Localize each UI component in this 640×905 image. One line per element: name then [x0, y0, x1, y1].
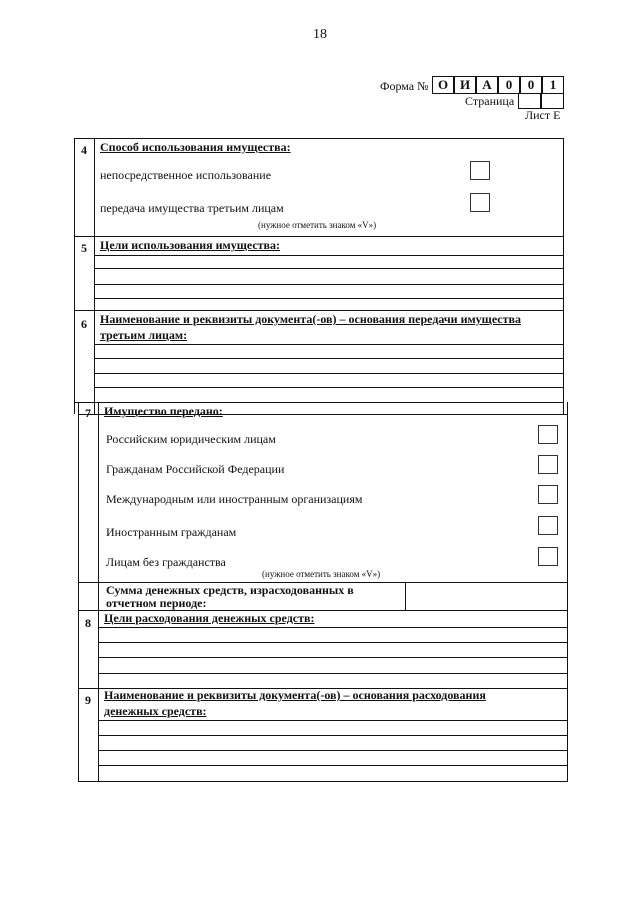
section-divider [74, 236, 564, 237]
option-label: Лицам без гражданства [106, 555, 226, 569]
table-border-bottom [78, 781, 568, 782]
option-checkbox[interactable] [470, 193, 490, 212]
number-column-divider [98, 402, 99, 782]
entry-line[interactable] [95, 344, 563, 345]
sum-value-field[interactable] [407, 584, 565, 608]
section-number: 9 [85, 693, 91, 707]
table-border-left [78, 402, 79, 782]
entry-line[interactable] [99, 642, 567, 643]
option-label: Иностранным гражданам [106, 525, 237, 539]
form-code-char: 1 [542, 76, 564, 94]
page-number: 18 [313, 27, 327, 42]
section-title: Цели расходования денежных средств: [104, 611, 315, 625]
entry-line[interactable] [95, 358, 563, 359]
section-divider [74, 310, 564, 311]
option-checkbox[interactable] [470, 161, 490, 180]
entry-line[interactable] [99, 657, 567, 658]
option-label: Гражданам Российской Федерации [106, 462, 285, 476]
option-label: Российским юридическим лицам [106, 432, 276, 446]
section-number: 5 [81, 241, 87, 255]
option-checkbox[interactable] [538, 516, 558, 535]
marking-note: (нужное отметить знаком «V») [262, 569, 381, 579]
entry-line[interactable] [95, 268, 563, 269]
entry-line[interactable] [95, 255, 563, 256]
table-border-top [74, 138, 564, 139]
option-checkbox[interactable] [538, 547, 558, 566]
entry-line[interactable] [99, 750, 567, 751]
section-title: Имущество передано: [104, 404, 223, 418]
page-number-box[interactable] [518, 93, 542, 109]
sum-label-line: Сумма денежных средств, израсходованных в [106, 583, 354, 597]
section-number: 7 [85, 406, 91, 420]
entry-line[interactable] [95, 373, 563, 374]
option-checkbox[interactable] [538, 425, 558, 444]
entry-line[interactable] [99, 765, 567, 766]
entry-line[interactable] [99, 720, 567, 721]
section-title-line: Наименование и реквизиты документа(-ов) – основания расходования [104, 688, 486, 702]
entry-line[interactable] [99, 627, 567, 628]
form-number-label: Форма № [380, 79, 429, 93]
section-title: Цели использования имущества: [100, 238, 281, 252]
entry-line[interactable] [99, 735, 567, 736]
entry-line[interactable] [95, 284, 563, 285]
marking-note: (нужное отметить знаком «V») [258, 220, 377, 230]
option-label: передача имущества третьим лицам [100, 201, 284, 215]
form-code-char: О [432, 76, 454, 94]
sum-value-divider [405, 582, 406, 610]
option-checkbox[interactable] [538, 485, 558, 504]
section-title-line: денежных средств: [104, 704, 207, 718]
section-number: 8 [85, 616, 91, 630]
option-label: Международным или иностранным организациям [106, 492, 363, 506]
entry-line[interactable] [95, 387, 563, 388]
option-label: непосредственное использование [100, 168, 272, 182]
form-code-char: И [454, 76, 476, 94]
table-border-right [563, 138, 564, 414]
page-number-box[interactable] [540, 93, 564, 109]
entry-line[interactable] [99, 673, 567, 674]
form-code-char: 0 [498, 76, 520, 94]
table-border-left [74, 138, 75, 414]
section-title-line: Наименование и реквизиты документа(-ов) – основания передачи имущества [100, 312, 521, 326]
table-border-right [567, 402, 568, 782]
form-code-char: 0 [520, 76, 542, 94]
sum-label-line: отчетном периоде: [106, 596, 207, 610]
section-title: Способ использования имущества: [100, 140, 291, 154]
entry-line[interactable] [95, 298, 563, 299]
section-title-line: третьим лицам: [100, 328, 188, 342]
section-number: 6 [81, 317, 87, 331]
section-number: 4 [81, 143, 87, 157]
page-label: Страница [465, 94, 515, 108]
option-checkbox[interactable] [538, 455, 558, 474]
sheet-label: Лист Е [525, 108, 561, 122]
form-code-char: А [476, 76, 498, 94]
section-divider [74, 402, 564, 403]
